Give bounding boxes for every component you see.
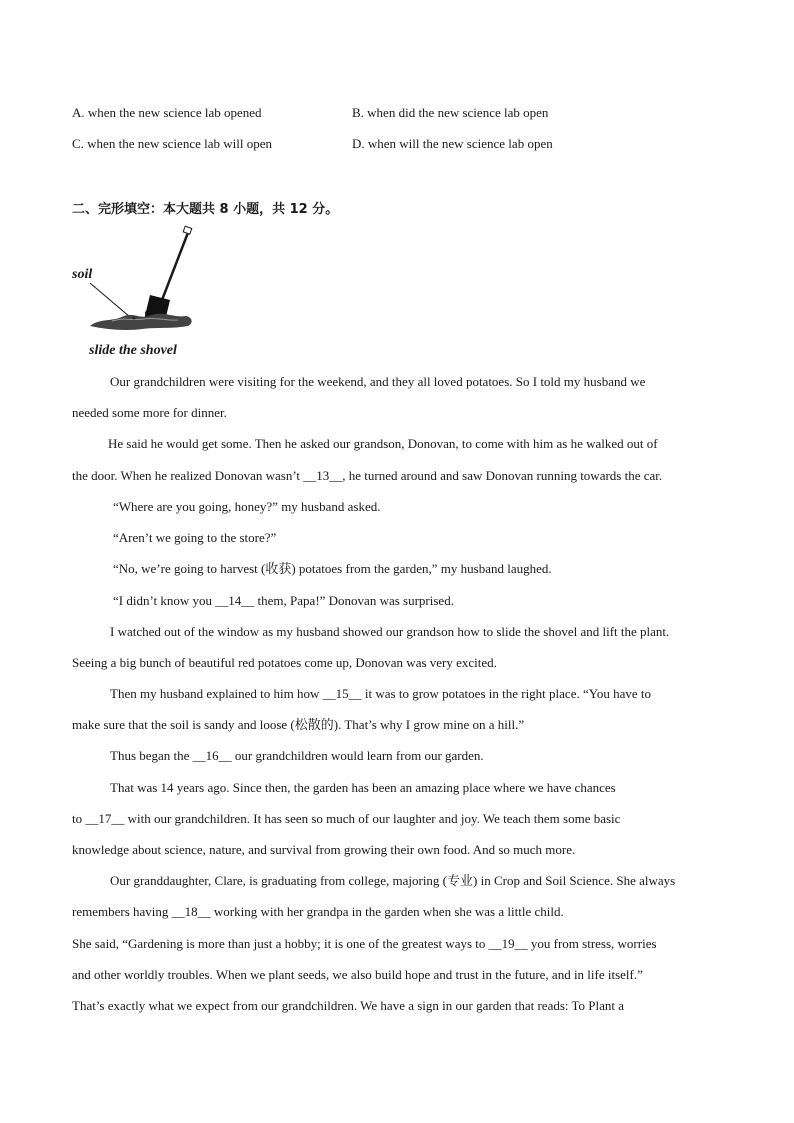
option-c[interactable]: C. when the new science lab will open [72,136,272,151]
passage-line: “Aren’t we going to the store?” [113,530,277,545]
option-a[interactable]: A. when the new science lab opened [72,105,262,120]
passage-line: Thus began the __16__ our grandchildren would learn from our garden. [110,748,484,763]
passage-line: “No, we’re going to harvest (收获) potatoes from the garden,” my husband laughed. [113,561,552,576]
shovel-grip [183,226,192,234]
passage-line: make sure that the soil is sandy and loose (松散的). That’s why I grow mine on a hill.” [72,717,525,732]
passage-line: That was 14 years ago. Since then, the garden has been an amazing place where we have chances [110,780,616,795]
soil-mound [90,314,192,330]
shovel-figure [72,225,212,365]
passage-line: She said, “Gardening is more than just a hobby; it is one of the greatest ways to __19__ you from stress, worries [72,936,657,951]
passage-line: He said he would get some. Then he asked our grandson, Donovan, to come with him as he walked out of [108,436,658,451]
option-d[interactable]: D. when will the new science lab open [352,136,553,151]
option-b[interactable]: B. when did the new science lab open [352,105,549,120]
passage-line: to __17__ with our grandchildren. It has seen so much of our laughter and joy. We teach them some basic [72,811,621,826]
passage-line: “I didn’t know you __14__ them, Papa!” Donovan was surprised. [113,593,454,608]
passage-line: the door. When he realized Donovan wasn’t __13__, he turned around and saw Donovan running towards the car. [72,468,663,483]
soil-label: soil [72,267,93,282]
shovel-illustration [72,225,212,340]
passage-line: remembers having __18__ working with her grandpa in the garden when she was a little child. [72,904,564,919]
shovel-handle [162,230,189,300]
figure-caption: slide the shovel [89,343,177,358]
passage-line: Seeing a big bunch of beautiful red potatoes come up, Donovan was very excited. [72,655,497,670]
passage-line: Our grandchildren were visiting for the weekend, and they all loved potatoes. So I told my husband we [110,374,646,389]
passage-line: knowledge about science, nature, and survival from growing their own food. And so much more. [72,842,576,857]
passage-line: “Where are you going, honey?” my husband asked. [113,499,381,514]
section-title: 二、完形填空：本大题共 8 小题，共 12 分。 [72,202,339,217]
passage-line: and other worldly troubles. When we plant seeds, we also build hope and trust in the future, and in life itself.” [72,967,643,982]
passage-line: Then my husband explained to him how __15__ it was to grow potatoes in the right place. “You have to [110,686,651,701]
passage-line: needed some more for dinner. [72,405,227,420]
passage-line: Our granddaughter, Clare, is graduating from college, majoring (专业) in Crop and Soil Science. She always [110,873,676,888]
passage-line: I watched out of the window as my husband showed our grandson how to slide the shovel and lift the plant. [110,624,670,639]
soil-pointer [90,283,130,317]
passage-line: That’s exactly what we expect from our grandchildren. We have a sign in our garden that reads: To Plant a [72,998,625,1013]
